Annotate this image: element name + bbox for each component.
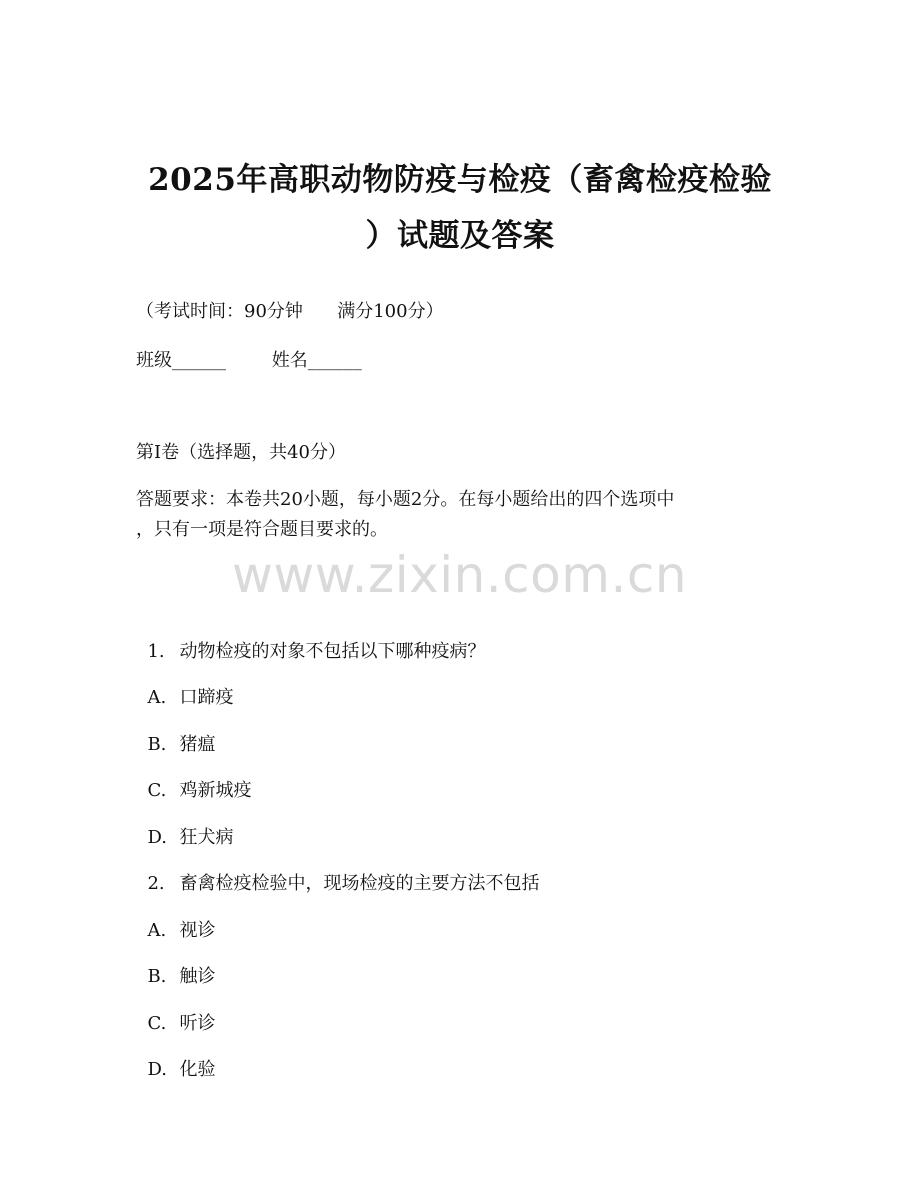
option-text: 鸡新城疫: [179, 780, 252, 801]
option-letter: D.: [147, 827, 167, 848]
document-title: [100, 152, 820, 264]
option-2d: [136, 1028, 215, 1084]
option-text: 狂犬病: [179, 827, 234, 848]
option-letter: C.: [147, 1013, 167, 1034]
section-title: 第I卷（选择题，共40分）: [136, 442, 347, 463]
title-line-1: 2025年高职动物防疫与检疫（畜禽检疫检验: [148, 162, 772, 198]
option-letter: A.: [147, 920, 167, 941]
question-number: 2.: [147, 873, 165, 894]
watermark: www.zixin.com.cn: [232, 546, 688, 604]
option-text: 视诊: [179, 920, 216, 941]
title-line-2: ）试题及答案: [365, 218, 555, 254]
class-name-fields: 班级______ 姓名______: [136, 350, 362, 371]
option-text: 化验: [179, 1059, 216, 1080]
question-number: 1.: [147, 641, 165, 662]
option-letter: A.: [147, 687, 167, 708]
option-letter: B.: [147, 966, 167, 987]
option-text: 听诊: [179, 1013, 216, 1034]
instructions-line-2: ，只有一项是符合题目要求的。: [136, 519, 388, 540]
option-text: 猪瘟: [179, 734, 216, 755]
option-letter: C.: [147, 780, 167, 801]
option-letter: B.: [147, 734, 167, 755]
option-letter: D.: [147, 1059, 167, 1080]
question-text: 畜禽检疫检验中，现场检疫的主要方法不包括: [179, 873, 540, 894]
option-text: 口蹄疫: [179, 687, 234, 708]
instructions-line-1: 答题要求：本卷共20小题，每小题2分。在每小题给出的四个选项中: [136, 489, 675, 510]
option-text: 触诊: [179, 966, 216, 987]
question-text: 动物检疫的对象不包括以下哪种疫病？: [179, 641, 486, 662]
exam-info: （考试时间：90分钟 满分100分）: [136, 301, 444, 322]
